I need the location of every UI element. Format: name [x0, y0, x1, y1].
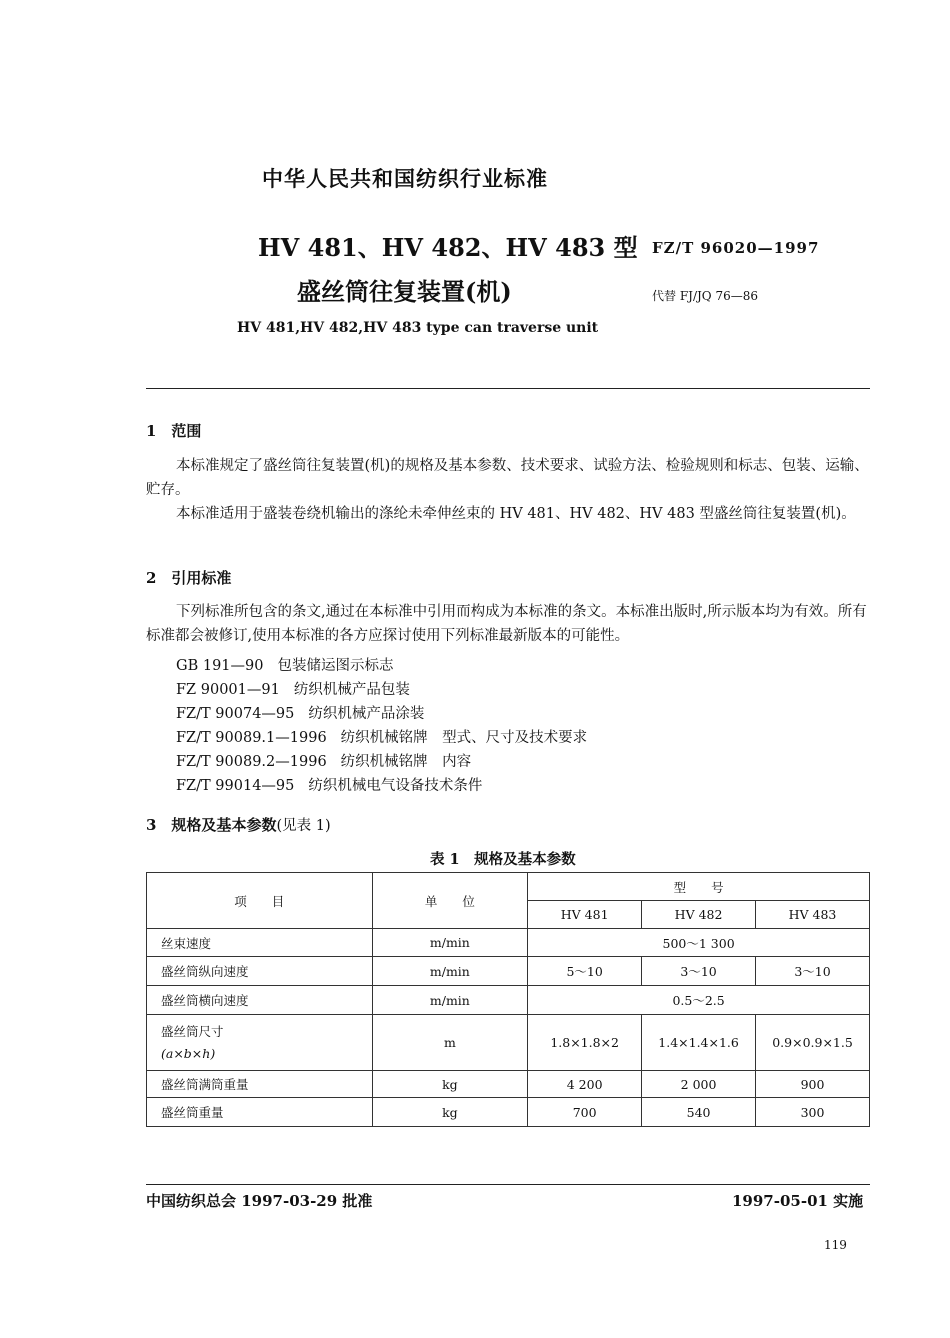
- reference-name: 包装储运图示标志: [277, 658, 394, 674]
- row-unit: m: [372, 1015, 528, 1071]
- row-item: 丝束速度: [147, 929, 373, 957]
- table-row: [147, 929, 870, 957]
- section-2-heading: 2 引用标准: [146, 569, 232, 587]
- section-3-heading-note: (见表 1): [276, 818, 331, 834]
- standard-number: FZ/T 96020—1997: [652, 239, 820, 257]
- model-header: HV 482: [642, 901, 756, 929]
- row-item-name: 盛丝筒尺寸: [161, 1023, 224, 1039]
- column-header-item: 项 目: [147, 873, 373, 929]
- footer-divider: [146, 1184, 870, 1185]
- section-3-heading-line: [146, 814, 331, 838]
- column-header-model: 型 号: [528, 873, 870, 901]
- reference-item: [176, 678, 410, 699]
- spec-table: [146, 872, 870, 1127]
- reference-code: FZ/T 90089.2—1996: [176, 754, 327, 770]
- row-item: 盛丝筒横向速度: [147, 986, 373, 1015]
- section-2-intro: 下列标准所包含的条文,通过在本标准中引用而构成为本标准的条文。本标准出版时,所示版本均为有效。所有标准都会被修订,使用本标准的各方应探讨使用下列标准最新版本的可能性。: [146, 604, 867, 644]
- standard-subtitle: 盛丝筒往复装置(机): [297, 277, 512, 306]
- issuing-organization: 中华人民共和国纺织行业标准: [262, 166, 548, 191]
- row-value: 4 200: [528, 1071, 642, 1098]
- approval-date: 中国纺织总会 1997-03-29 批准: [146, 1192, 373, 1210]
- row-unit: kg: [372, 1098, 528, 1127]
- row-value: 1.8×1.8×2: [528, 1015, 642, 1071]
- section-1-heading: 1 范围: [146, 422, 202, 440]
- reference-item: [176, 750, 471, 771]
- row-value: 700: [528, 1098, 642, 1127]
- row-unit: kg: [372, 1071, 528, 1098]
- row-value: 3～10: [756, 957, 870, 986]
- section-3-heading: 3 规格及基本参数: [146, 816, 277, 834]
- row-value: 1.4×1.4×1.6: [642, 1015, 756, 1071]
- model-header: HV 483: [756, 901, 870, 929]
- row-item: 盛丝筒满筒重量: [147, 1071, 373, 1098]
- reference-code: FZ/T 99014—95: [176, 778, 295, 794]
- row-unit: m/min: [372, 986, 528, 1015]
- reference-code: FZ/T 90089.1—1996: [176, 730, 327, 746]
- table-row: [147, 1098, 870, 1127]
- reference-code: FZ 90001—91: [176, 682, 280, 698]
- row-value: 300: [756, 1098, 870, 1127]
- table-row: [147, 1015, 870, 1071]
- row-value: 2 000: [642, 1071, 756, 1098]
- table-row: [147, 957, 870, 986]
- row-value: 5～10: [528, 957, 642, 986]
- reference-item: [176, 774, 482, 795]
- row-merged-value: 500～1 300: [528, 929, 870, 957]
- reference-item: [176, 654, 393, 675]
- model-header: HV 481: [528, 901, 642, 929]
- row-merged-value: 0.5～2.5: [528, 986, 870, 1015]
- table-caption: 表 1 规格及基本参数: [430, 851, 576, 868]
- standard-title: HV 481、HV 482、HV 483 型: [258, 233, 638, 262]
- row-value: 540: [642, 1098, 756, 1127]
- row-value: 3～10: [642, 957, 756, 986]
- table-row: [147, 986, 870, 1015]
- effective-date: 1997-05-01 实施: [732, 1192, 864, 1210]
- reference-name: 纺织机械产品涂装: [308, 706, 425, 722]
- section-1-paragraph-1: 本标准规定了盛丝筒往复装置(机)的规格及基本参数、技术要求、试验方法、检验规则和标志、包装、运输、贮存。: [146, 458, 869, 498]
- reference-name: 纺织机械铭牌 内容: [340, 754, 472, 770]
- row-value: 0.9×0.9×1.5: [756, 1015, 870, 1071]
- reference-code: FZ/T 90074—95: [176, 706, 295, 722]
- row-item: 盛丝筒纵向速度: [147, 957, 373, 986]
- replaces-standard: 代替 FJ/JQ 76—86: [652, 289, 758, 303]
- page-number: 119: [824, 1238, 847, 1252]
- column-header-unit: 单 位: [372, 873, 528, 929]
- reference-item: [176, 726, 587, 747]
- row-unit: m/min: [372, 957, 528, 986]
- row-item: [147, 1015, 373, 1071]
- english-title: HV 481,HV 482,HV 483 type can traverse unit: [237, 320, 599, 336]
- reference-name: 纺织机械电气设备技术条件: [308, 778, 483, 794]
- reference-item: [176, 702, 424, 723]
- row-item-dimensions: (a×b×h): [161, 1045, 216, 1061]
- section-1-paragraph-2: 本标准适用于盛装卷绕机输出的涤纶未牵伸丝束的 HV 481、HV 482、HV 483 型盛丝筒往复装置(机)。: [176, 506, 856, 522]
- row-unit: m/min: [372, 929, 528, 957]
- row-item: 盛丝筒重量: [147, 1098, 373, 1127]
- table-row: [147, 1071, 870, 1098]
- reference-name: 纺织机械铭牌 型式、尺寸及技术要求: [340, 730, 588, 746]
- header-divider: [146, 388, 870, 389]
- reference-code: GB 191—90: [176, 658, 264, 674]
- row-value: 900: [756, 1071, 870, 1098]
- reference-name: 纺织机械产品包装: [293, 682, 410, 698]
